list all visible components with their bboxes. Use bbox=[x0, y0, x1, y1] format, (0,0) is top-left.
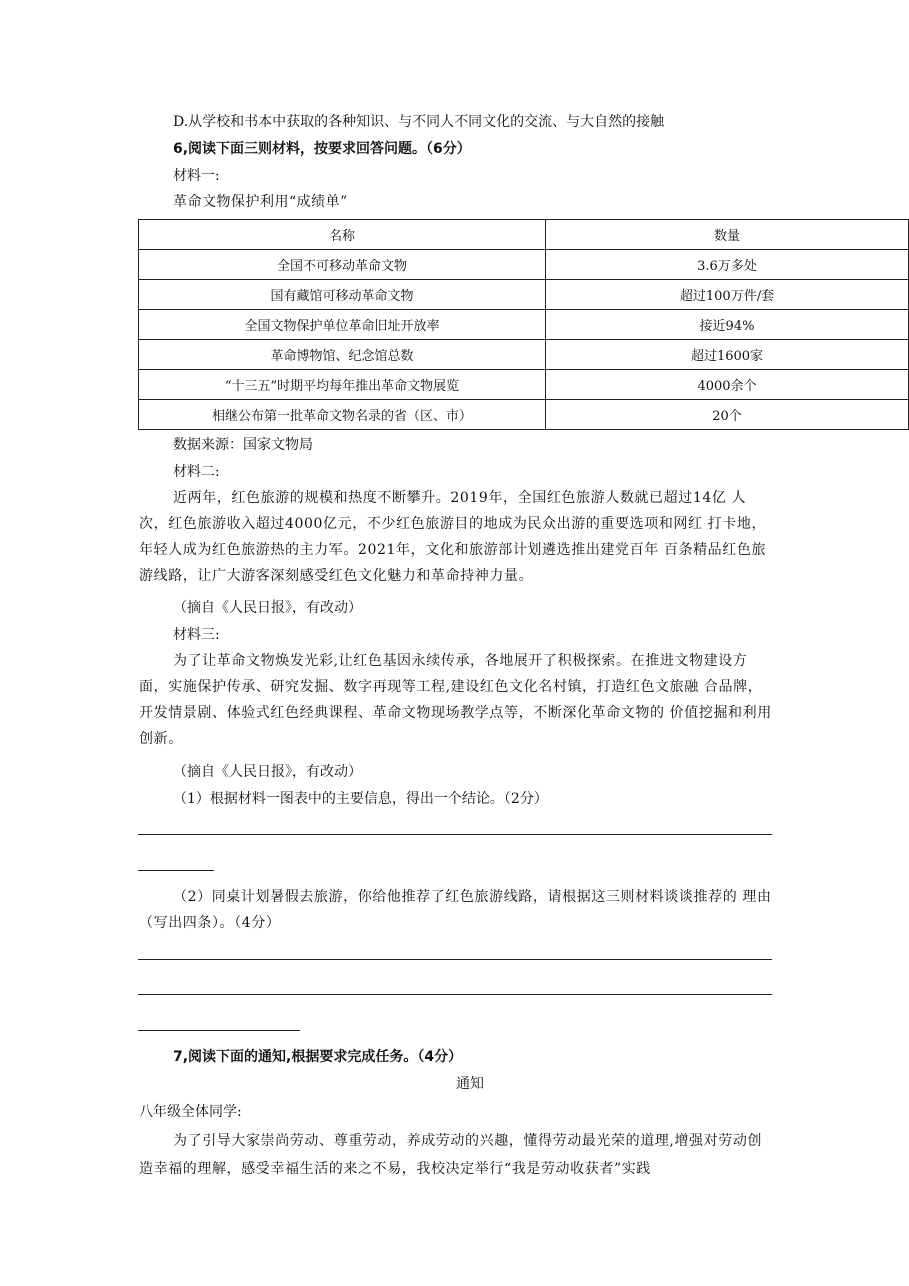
table-row bbox=[139, 250, 909, 280]
table-cell-name: 革命博物馆、纪念馆总数 bbox=[139, 340, 546, 370]
material-2-citation: （摘自《人民日报》，有改动） bbox=[173, 600, 362, 616]
table-row bbox=[139, 280, 909, 310]
sub-question-1: （1）根据材料一图表中的主要信息，得出一个结论。（2分） bbox=[173, 791, 548, 807]
table-row bbox=[139, 370, 909, 400]
table-cell-name: 国有藏馆可移动革命文物 bbox=[139, 280, 546, 310]
question-7-title: 7,阅读下面的通知,根据要求完成任务。（4分） bbox=[173, 1049, 463, 1065]
material-3-text: 为了让革命文物焕发光彩,让红色基因永续传承，各地展开了积极探索。在推进文物建设方面，实施保护传承、研究发掘、数字再现等工程,建设红色文化名村镇，打造红色文旅融 合品牌，开发情景剧、体验式红色经典课程、革命文物现场教学点等，不断深化革命文物的 价值挖掘和利用创新。 bbox=[139, 653, 772, 747]
material-2-text: 近两年，红色旅游的规模和热度不断攀升。2019年，全国红色旅游人数就已超过14亿 人次，红色旅游收入超过4000亿元，不少红色旅游目的地成为民众出游的重要选项和网红 打卡地，年轻人成为红色旅游热的主力军。2021年，文化和旅游部计划遴选推出建党百年 百条精品红色旅游线路，让广大游客深刻感受红色文化魅力和革命持神力量。 bbox=[139, 490, 767, 584]
achievement-table bbox=[138, 219, 909, 430]
answer-line[interactable] bbox=[138, 870, 214, 871]
table-cell-value: 20个 bbox=[546, 400, 909, 430]
material-1-caption: 革命文物保护利用“成绩单” bbox=[173, 194, 348, 210]
option-d: D.从学校和书本中获取的各种知识、与不同人不同文化的交流、与大自然的接触 bbox=[173, 114, 665, 130]
notice-title: 通知 bbox=[456, 1076, 484, 1092]
table-cell-name: 相继公布第一批革命文物名录的省（区、市） bbox=[139, 400, 546, 430]
table-cell-name: “十三五”时期平均每年推出革命文物展览 bbox=[139, 370, 546, 400]
notice-salutation: 八年级全体同学: bbox=[139, 1104, 242, 1120]
table-row bbox=[139, 400, 909, 430]
table-row bbox=[139, 310, 909, 340]
question-6-title: 6,阅读下面三则材料，按要求回答问题。（6分） bbox=[173, 141, 471, 157]
answer-line[interactable] bbox=[138, 994, 772, 995]
table-cell-name: 全国文物保护单位革命旧址开放率 bbox=[139, 310, 546, 340]
material-3-label: 材料三: bbox=[173, 627, 220, 643]
data-source: 数据来源：国家文物局 bbox=[173, 437, 313, 453]
table-header-cell: 数量 bbox=[546, 220, 909, 250]
answer-line[interactable] bbox=[138, 834, 772, 835]
table-row bbox=[139, 340, 909, 370]
table-header-cell: 名称 bbox=[139, 220, 546, 250]
material-3-citation: （摘自《人民日报》，有改动） bbox=[173, 764, 362, 780]
notice-body: 为了引导大家崇尚劳动、尊重劳动，养成劳动的兴趣，懂得劳动最光荣的道理,增强对劳动创造幸福的理解，感受幸福生活的来之不易，我校决定举行“我是劳动收获者”实践 bbox=[139, 1133, 763, 1177]
table-cell-value: 接近94% bbox=[546, 310, 909, 340]
material-1-label: 材料一: bbox=[173, 168, 220, 184]
table-header-row bbox=[139, 220, 909, 250]
answer-line[interactable] bbox=[138, 1030, 300, 1031]
table-cell-value: 超过1600家 bbox=[546, 340, 909, 370]
table-cell-value: 超过100万件/套 bbox=[546, 280, 909, 310]
table-cell-value: 4000余个 bbox=[546, 370, 909, 400]
table-cell-value: 3.6万多处 bbox=[546, 250, 909, 280]
answer-line[interactable] bbox=[138, 959, 772, 960]
table-cell-name: 全国不可移动革命文物 bbox=[139, 250, 546, 280]
sub-question-2: （2）同桌计划暑假去旅游，你给他推荐了红色旅游线路，请根据这三则材料谈谈推荐的 理由（写出四条）。（4分） bbox=[139, 889, 772, 931]
material-2-label: 材料二: bbox=[173, 464, 220, 480]
